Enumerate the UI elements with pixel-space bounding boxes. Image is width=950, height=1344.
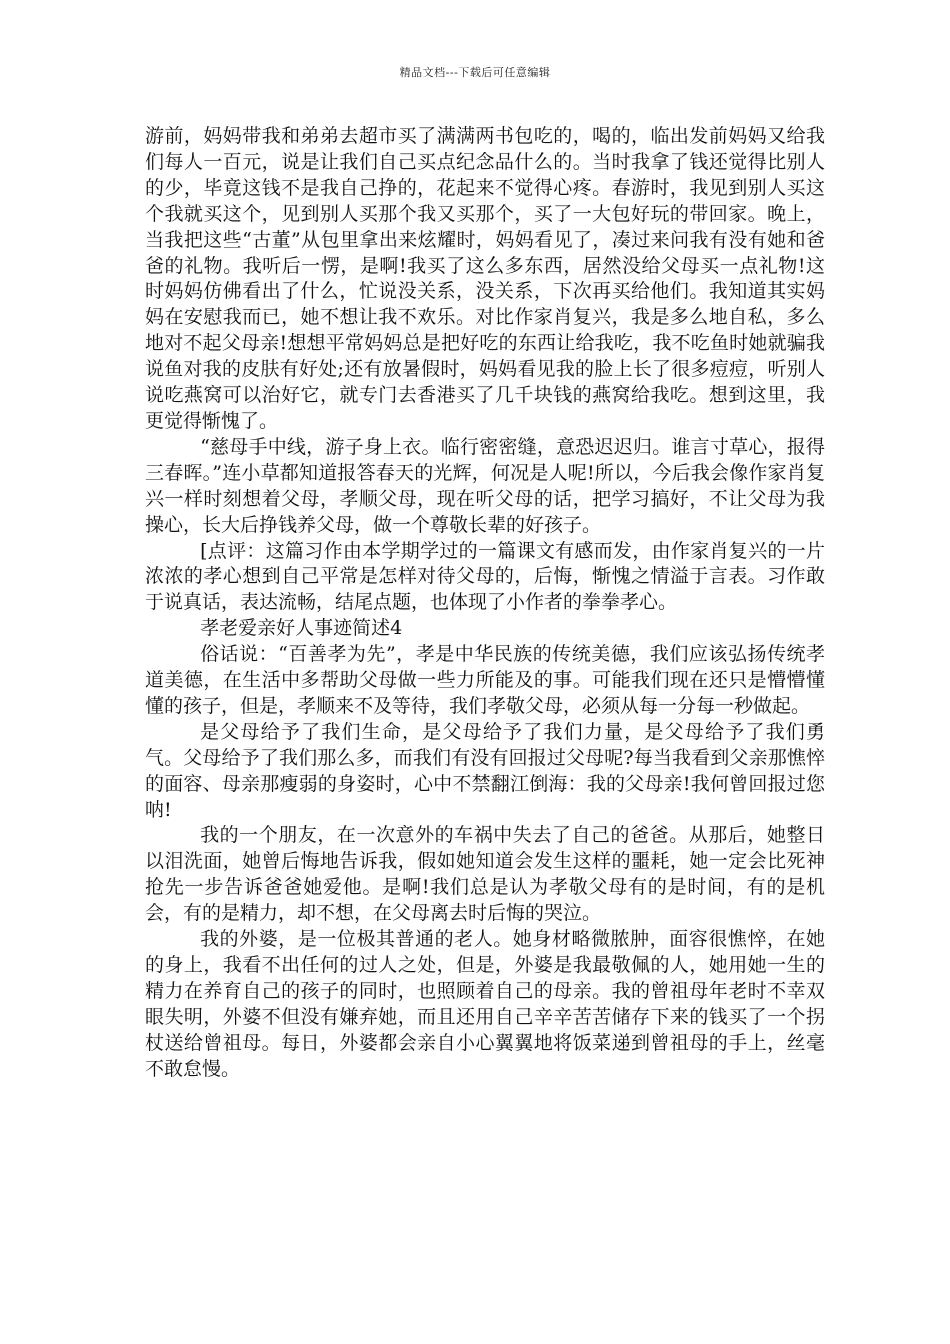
paragraph: 俗话说：“百善孝为先”，孝是中华民族的传统美德，我们应该弘扬传统孝道美德，在生活中多帮助父母做一些力所能及的事。可能我们现在还只是懵懵懂懂的孩子，但是，孝顺来不及等待，我们孝敬父母，必须从每一分每一秒做起。: [145, 643, 825, 717]
page-header: 精品文档---下载后可任意编辑: [399, 66, 551, 79]
paragraph: 是父母给予了我们生命，是父母给予了我们力量，是父母给予了我们勇气。父母给予了我们那么多，而我们有没有回报过父母呢?每当我看到父亲那憔悴的面容、母亲那瘦弱的身姿时，心中不禁翻江倒海：我的父母亲!我何曾回报过您呐!: [145, 720, 825, 821]
document-body: [145, 124, 825, 1083]
paragraph: 我的外婆，是一位极其普通的老人。她身材略微脓肿，面容很憔悴，在她的身上，我看不出任何的过人之处，但是，外婆是我最敬佩的人，她用她一生的精力在养育自己的孩子的同时，也照顾着自己的母亲。我的曾祖母年老时不幸双眼失明，外婆不但没有嫌弃她，而且还用自己辛辛苦苦储存下来的钱买了一个拐杖送给曾祖母。每日，外婆都会亲自小心翼翼地将饭菜递到曾祖母的手上，丝毫不敢怠慢。: [145, 928, 825, 1080]
paragraph: 我的一个朋友，在一次意外的车祸中失去了自己的爸爸。从那后，她整日以泪洗面，她曾后悔地告诉我，假如她知道会发生这样的噩耗，她一定会比死神抢先一步告诉爸爸她爱他。是啊!我们总是认为孝敬父母有的是时间，有的是机会，有的是精力，却不想，在父母离去时后悔的哭泣。: [145, 824, 825, 925]
paragraph: 游前，妈妈带我和弟弟去超市买了满满两书包吃的，喝的，临出发前妈妈又给我们每人一百元，说是让我们自己买点纪念品什么的。当时我拿了钱还觉得比别人的少，毕竟这钱不是我自己挣的，花起来不觉得心疼。春游时，我见到别人买这个我就买这个，见到别人买那个我又买那个，买了一大包好玩的带回家。晚上，当我把这些“古董”从包里拿出来炫耀时，妈妈看见了，凑过来问我有没有她和爸爸的礼物。我听后一愣，是啊!我买了这么多东西，居然没给父母买一点礼物!这时妈妈仿佛看出了什么，忙说没关系，没关系，下次再买给他们。我知道其实妈妈在安慰我而已，她不想让我不欢乐。对比作家肖复兴，我是多么地自私，多么地对不起父母亲!想想平常妈妈总是把好吃的东西让给我吃，我不吃鱼时她就骗我说鱼对我的皮肤有好处;还有放暑假时，妈妈看见我的脸上长了很多痘痘，听别人说吃燕窝可以治好它，就专门去香港买了几千块钱的燕窝给我吃。想到这里，我更觉得惭愧了。: [145, 125, 825, 432]
paragraph: “慈母手中线，游子身上衣。临行密密缝，意恐迟迟归。谁言寸草心，报得三春晖。”连小草都知道报答春天的光辉，何况是人呢!所以，今后我会像作家肖复兴一样时刻想着父母，孝顺父母，现在听父母的话，把学习搞好，不让父母为我操心，长大后挣钱养父母，做一个尊敬长辈的好孩子。: [145, 435, 825, 536]
paragraph: [点评：这篇习作由本学期学过的一篇课文有感而发，由作家肖复兴的一片浓浓的孝心想到自己平常是怎样对待父母的，后悔，惭愧之情溢于言表。习作敢于说真话，表达流畅，结尾点题，也体现了小作者的拳拳孝心。: [145, 539, 825, 614]
section-title: 孝老爱亲好人事迹简述4: [200, 617, 403, 640]
